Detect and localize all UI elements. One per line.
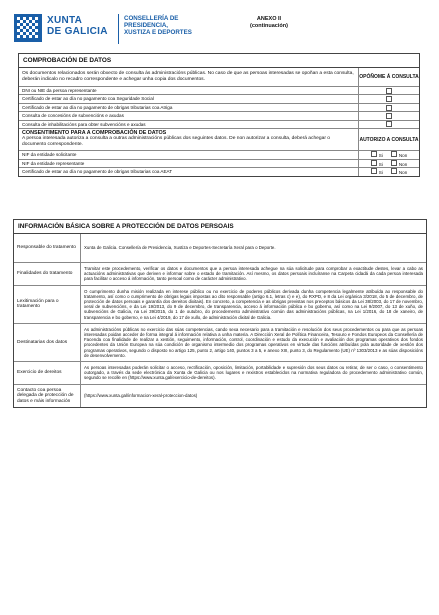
protection-row-text: O cumprimento dunha misión realizada en interese público ou no exercicio de poderes públicos derivada dunha competencia legalmente atribuída ao responsable do tratamento, así como o cumprimento de obrigas legais impostas ao dito responsable (artigo 6.1, letras c) e e), do RXPD, e 8 da Lei orgánica 3/2018, do 5 de decembro, de protección de datos persoais e garantía dos dereitos dixitais). En concreto, a competencia e as obrigas previstas nos preceptos básicos da Lei 38/2003, do 17 de novembro, xeral de subvencións, e da Lei 19/2013, do 9 de decembro, de transparencia, acceso á información pública e bo goberno, así como na Lei 9/2007, do 13 de xuño, de subvencións de Galicia, na Lei 39/2015, do 1 de outubro, do procedemento administrativo común das administracións públicas, na Lei 1/2016, do 18 de xaneiro, de transparencia e bo goberno, e na Lei 4/2019, do 17 de xullo, de administración dixital de Galicia. — [84, 288, 423, 320]
protection-row — [14, 286, 426, 324]
consent-title: CONSENTIMENTO PARA A COMPROBACIÓN DE DATOS — [22, 130, 167, 137]
oppose-checkbox[interactable] — [386, 121, 392, 127]
consent-header: AUTORIZO A CONSULTA — [359, 136, 419, 143]
si-label: Si — [378, 161, 383, 167]
protection-row-label: Finalidades do tratamento — [14, 263, 81, 285]
consent-item-row — [19, 160, 419, 168]
consent-options — [359, 168, 419, 175]
si-checkbox[interactable] — [371, 168, 377, 174]
annex-title — [242, 16, 296, 30]
consent-intro: A persoa interesada autoriza a consulta a outras administracións públicas dos seguintes datos. De non autorizar a consulta, deberá achegar o documento correspondente. — [22, 136, 331, 148]
consent-item-label: NIF da entidade solicitante — [19, 151, 359, 158]
protection-row-text: Xunta de Galicia. Consellería de Presidencia, Xustiza e Deportes-Secretaría Xeral para o Deporte. — [84, 245, 276, 251]
consent-intro-cell — [19, 129, 359, 150]
non-label: Non — [398, 170, 408, 176]
protection-row-text: As persoas interesadas poderán solicitar o acceso, rectificación, oposición, limitación, portabilidade e supresión dos seus datos ou retirar, de ser o caso, o consentimento outorgado, a través da sede electrónica da Xunta de Galicia ou nos lugares e rexistros establecidos na normativa reguladora do procedemento administrativo común, segundo se recolle en (https://www.xunta.gal/exercicio-de-dereitos). — [84, 365, 423, 381]
non-checkbox[interactable] — [391, 160, 397, 166]
protection-row — [14, 385, 426, 408]
protection-row-label: Contacto coa persoa delegada de protección de datos e máis información — [14, 385, 81, 408]
verification-item-label: Certificado de estar ao día no pagamento de obrigas tributarias coa Atriga — [19, 104, 359, 111]
verification-item-label: Consulta de inhabilitacións para obter subvencións e axudas — [19, 121, 359, 128]
verification-intro: Os documentos relacionados serán obxecto de consulta ás administracións públicas. No caso de que as persoas interesadas se opoñan a esta consulta, deberán indicalo no recadro correspondente e achegar unha copia dos documentos. — [19, 68, 359, 86]
protection-row — [14, 362, 426, 385]
verification-item-label: Consulta de concesións de subvencións e axudas — [19, 112, 359, 119]
header-divider — [118, 14, 119, 44]
dept-line2: PRESIDENCIA, — [124, 22, 169, 29]
dept-line1: CONSELLERÍA DE — [124, 15, 179, 22]
protection-row-text: As administracións públicas no exercicio das súas competencias, cando sexa necesario para a tramitación e resolución dos seus procedementos ou para que as persoas interesadas poidan acceder de forma integral á información relativa a unha materia. A Dirección Xeral de Política Financeira, Tesouro e Fondos Europeos da Consellería de Facenda coa finalidade de realizar a xestión, seguimento, información, control, coordinación e estudo da execución e avaliación dos programas operativos dos fondos procedentes da Unión Europea na súa condición de organismo intermedio dos programas operativos en virtude das funcións atribuídas pola autoridade de xestión dos programas operativos, segundo o disposto no artigo 125, punto 2, artigo 140, puntos 3 a 5, e anexo XIII, punto 3, do Regulamento (UE) nº 1303/2013 e as súas disposicións de desenvolvemento. — [84, 326, 423, 358]
dept-line3: XUSTIZA E DEPORTES — [124, 29, 192, 36]
protection-row-label: Exercicio de dereitos — [14, 362, 81, 384]
consent-options — [359, 160, 419, 167]
verification-item-row — [19, 121, 419, 129]
brand-line1: XUNTA — [47, 15, 83, 26]
consent-options — [359, 151, 419, 158]
xunta-logo-icon — [14, 14, 42, 42]
verification-item-row — [19, 112, 419, 120]
protection-row-label: Responsable do tratamento — [14, 234, 81, 262]
verification-item-label: Certificado de estar ao día no pagamento coa Seguridade Social — [19, 95, 359, 102]
protection-row-label: Destinatarias dos datos — [14, 324, 81, 361]
protection-row-text: Tramitar este procedemento, verificar os datos e documentos que a persoa interesada achegue na súa solicitude para comprobar a exactitude destes, levar a cabo as actuacións administrativas que deriven e informar sobre o estado de tramitación. Así mesmo, os datos persoais incluíranse na Carpeta cidadá da cada persoa interesada para facilitar o acceso á información, tanto persoal como de carácter administrativo. — [84, 266, 423, 282]
protection-row — [14, 263, 426, 286]
department-name — [124, 15, 192, 36]
brand-name — [47, 15, 108, 37]
si-checkbox[interactable] — [371, 151, 377, 157]
si-checkbox[interactable] — [371, 160, 377, 166]
page-header — [14, 10, 434, 50]
oppose-checkbox[interactable] — [386, 105, 392, 111]
annex-name: ANEXO II — [256, 16, 282, 22]
si-label: Si — [378, 153, 383, 159]
non-label: Non — [398, 153, 408, 159]
verification-item-row — [19, 95, 419, 103]
section-title: COMPROBACIÓN DE DATOS — [19, 54, 419, 68]
verification-item-row — [19, 104, 419, 112]
brand-line2: DE GALICIA — [47, 26, 108, 37]
non-checkbox[interactable] — [391, 168, 397, 174]
si-label: Si — [378, 170, 383, 176]
protection-row — [14, 234, 426, 263]
non-checkbox[interactable] — [391, 151, 397, 157]
verification-item-row — [19, 87, 419, 95]
oppose-checkbox[interactable] — [386, 113, 392, 119]
non-label: Non — [398, 161, 408, 167]
protection-title: INFORMACIÓN BÁSICA SOBRE A PROTECCIÓN DE DATOS PERSOAIS — [14, 220, 426, 234]
consent-item-label: NIF da entidade representante — [19, 160, 359, 167]
oppose-checkbox[interactable] — [386, 96, 392, 102]
consent-intro-row — [19, 129, 419, 151]
data-verification-section — [18, 53, 420, 177]
verification-item-label: DNI ou NIE da persoa representante — [19, 87, 359, 94]
annex-subtitle: (continuación) — [250, 23, 288, 29]
protection-row-text[interactable]: (https://www.xunta.gal/informacion-xeral-proteccion-datos) — [84, 393, 198, 399]
verification-intro-row — [19, 68, 419, 87]
consent-item-row — [19, 151, 419, 159]
protection-row-label: Lexitimación para o tratamento — [14, 286, 81, 323]
protection-row — [14, 324, 426, 362]
data-protection-section — [13, 219, 427, 408]
consent-item-row — [19, 168, 419, 175]
oppose-header: OPÓÑOME Á CONSULTA — [359, 74, 419, 80]
consent-item-label: Certificado de estar ao día no pagamento de obrigas tributarias coa AEAT — [19, 168, 359, 175]
oppose-checkbox[interactable] — [386, 88, 392, 94]
